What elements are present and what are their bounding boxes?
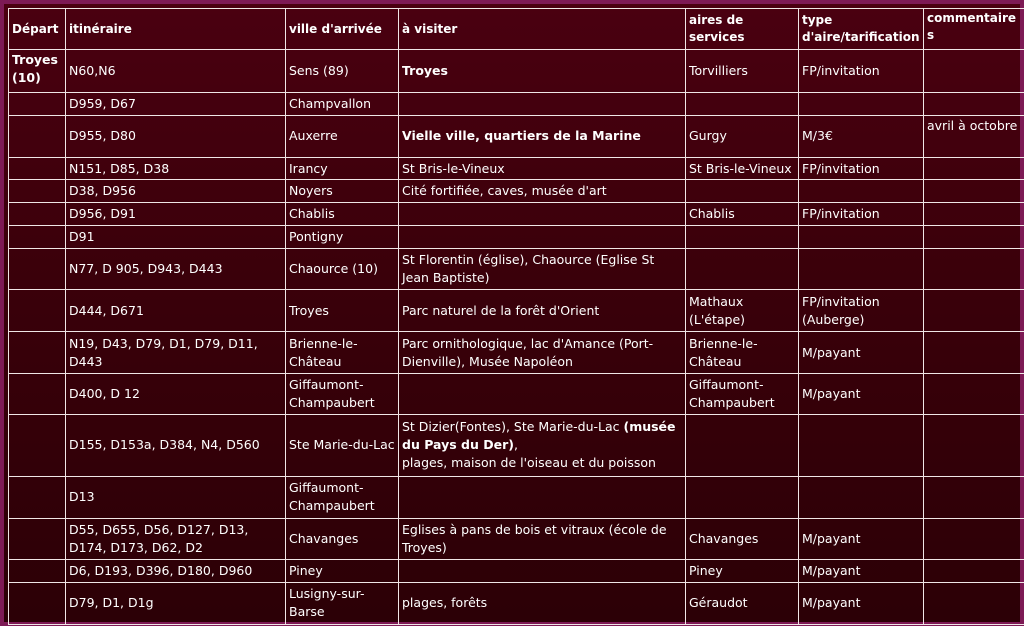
- cell-commentaires: [924, 157, 1024, 179]
- header-aires: aires de services: [686, 9, 799, 50]
- table-row: [9, 226, 1024, 248]
- itinerary-table: [8, 8, 1024, 625]
- cell-itineraire: D956, D91: [66, 203, 286, 226]
- cell-type: M/payant: [799, 560, 924, 582]
- cell-depart: [9, 290, 66, 332]
- table-row: [9, 115, 1024, 157]
- cell-depart: [9, 560, 66, 582]
- table-row: [9, 582, 1024, 624]
- cell-itineraire: D91: [66, 226, 286, 248]
- cell-depart: [9, 415, 66, 477]
- cell-type: M/payant: [799, 332, 924, 373]
- cell-aires: [686, 248, 799, 289]
- cell-visiter: [399, 203, 686, 226]
- cell-ville: Chablis: [286, 203, 399, 226]
- cell-depart: [9, 203, 66, 226]
- cell-commentaires: [924, 290, 1024, 332]
- cell-type: FP/invitation: [799, 203, 924, 226]
- cell-aires: [686, 476, 799, 518]
- header-row: [9, 9, 1024, 50]
- header-itineraire: itinéraire: [66, 9, 286, 50]
- cell-visiter: Parc naturel de la forêt d'Orient: [399, 290, 686, 332]
- header-commentaires: commentaires: [924, 9, 1024, 50]
- cell-itineraire: D155, D153a, D384, N4, D560: [66, 415, 286, 477]
- cell-depart: [9, 93, 66, 115]
- header-ville: ville d'arrivée: [286, 9, 399, 50]
- table-row: [9, 415, 1024, 477]
- table-row: [9, 476, 1024, 518]
- cell-itineraire: D55, D655, D56, D127, D13, D174, D173, D62, D2: [66, 519, 286, 560]
- cell-itineraire: D959, D67: [66, 93, 286, 115]
- cell-ville: Troyes: [286, 290, 399, 332]
- cell-type: [799, 248, 924, 289]
- cell-itineraire: D6, D193, D396, D180, D960: [66, 560, 286, 582]
- cell-commentaires: [924, 373, 1024, 414]
- cell-itineraire: D13: [66, 476, 286, 518]
- cell-commentaires: [924, 332, 1024, 373]
- cell-itineraire: N151, D85, D38: [66, 157, 286, 179]
- cell-ville: Chavanges: [286, 519, 399, 560]
- cell-commentaires: [924, 476, 1024, 518]
- cell-itineraire: N60,N6: [66, 50, 286, 93]
- cell-aires: Chablis: [686, 203, 799, 226]
- cell-depart: [9, 332, 66, 373]
- cell-visiter: [399, 415, 686, 477]
- table-row: [9, 180, 1024, 203]
- cell-depart: [9, 157, 66, 179]
- cell-aires: Torvilliers: [686, 50, 799, 93]
- cell-visiter: St Florentin (église), Chaource (Eglise St Jean Baptiste): [399, 248, 686, 289]
- cell-visiter: [399, 373, 686, 414]
- cell-ville: Ste Marie-du-Lac: [286, 415, 399, 477]
- table-row: [9, 519, 1024, 560]
- table-row: [9, 203, 1024, 226]
- visiter-bold-text: (musée du Pays du Der): [402, 419, 676, 453]
- cell-visiter: Eglises à pans de bois et vitraux (école de Troyes): [399, 519, 686, 560]
- cell-commentaires: [924, 180, 1024, 203]
- cell-type: [799, 93, 924, 115]
- cell-ville: Sens (89): [286, 50, 399, 93]
- cell-type: [799, 226, 924, 248]
- cell-type: [799, 415, 924, 477]
- visiter-comma: ,: [513, 437, 518, 453]
- cell-ville: Lusigny-sur-Barse: [286, 582, 399, 624]
- cell-visiter: Cité fortifiée, caves, musée d'art: [399, 180, 686, 203]
- cell-aires: [686, 93, 799, 115]
- cell-itineraire: N19, D43, D79, D1, D79, D11, D443: [66, 332, 286, 373]
- cell-type: M/3€: [799, 115, 924, 157]
- cell-commentaires: [924, 519, 1024, 560]
- cell-aires: Giffaumont-Champaubert: [686, 373, 799, 414]
- cell-depart: [9, 115, 66, 157]
- cell-itineraire: D955, D80: [66, 115, 286, 157]
- cell-ville: Champvallon: [286, 93, 399, 115]
- cell-aires: Mathaux (L'étape): [686, 290, 799, 332]
- cell-type: FP/invitation: [799, 50, 924, 93]
- cell-ville: Irancy: [286, 157, 399, 179]
- cell-ville: Piney: [286, 560, 399, 582]
- cell-itineraire: N77, D 905, D943, D443: [66, 248, 286, 289]
- visiter-text: St Dizier(Fontes), Ste Marie-du-Lac: [402, 419, 624, 435]
- cell-itineraire: D444, D671: [66, 290, 286, 332]
- cell-itineraire: D38, D956: [66, 180, 286, 203]
- cell-ville: Brienne-le-Château: [286, 332, 399, 373]
- cell-visiter: St Bris-le-Vineux: [399, 157, 686, 179]
- cell-visiter: [399, 476, 686, 518]
- cell-aires: Brienne-le-Château: [686, 332, 799, 373]
- cell-commentaires: [924, 93, 1024, 115]
- cell-aires: Chavanges: [686, 519, 799, 560]
- cell-type: FP/invitation (Auberge): [799, 290, 924, 332]
- header-type: type d'aire/tarification: [799, 9, 924, 50]
- table-row: [9, 290, 1024, 332]
- cell-depart: [9, 476, 66, 518]
- cell-depart: [9, 373, 66, 414]
- cell-commentaires: [924, 226, 1024, 248]
- table-row: [9, 560, 1024, 582]
- cell-visiter: Parc ornithologique, lac d'Amance (Port-Dienville), Musée Napoléon: [399, 332, 686, 373]
- cell-visiter: [399, 226, 686, 248]
- cell-ville: Giffaumont-Champaubert: [286, 373, 399, 414]
- table-row: [9, 332, 1024, 373]
- cell-commentaires: [924, 560, 1024, 582]
- cell-aires: Gurgy: [686, 115, 799, 157]
- cell-ville: Giffaumont-Champaubert: [286, 476, 399, 518]
- cell-itineraire: D79, D1, D1g: [66, 582, 286, 624]
- cell-depart: [9, 519, 66, 560]
- cell-aires: [686, 415, 799, 477]
- cell-type: M/payant: [799, 519, 924, 560]
- cell-aires: [686, 226, 799, 248]
- cell-type: [799, 476, 924, 518]
- cell-aires: Géraudot: [686, 582, 799, 624]
- table-row: [9, 93, 1024, 115]
- header-depart: Départ: [9, 9, 66, 50]
- cell-depart: [9, 180, 66, 203]
- table-row: [9, 373, 1024, 414]
- cell-depart: [9, 582, 66, 624]
- cell-commentaires: [924, 415, 1024, 477]
- cell-commentaires: [924, 582, 1024, 624]
- cell-visiter: plages, forêts: [399, 582, 686, 624]
- cell-depart: Troyes (10): [9, 50, 66, 93]
- cell-aires: Piney: [686, 560, 799, 582]
- cell-commentaires: [924, 203, 1024, 226]
- cell-ville: Chaource (10): [286, 248, 399, 289]
- header-visiter: à visiter: [399, 9, 686, 50]
- cell-aires: [686, 180, 799, 203]
- cell-type: FP/invitation: [799, 157, 924, 179]
- cell-aires: St Bris-le-Vineux: [686, 157, 799, 179]
- cell-visiter: [399, 560, 686, 582]
- cell-ville: Auxerre: [286, 115, 399, 157]
- cell-visiter: Vielle ville, quartiers de la Marine: [399, 115, 686, 157]
- table-row: [9, 50, 1024, 93]
- cell-depart: [9, 248, 66, 289]
- table-row: [9, 157, 1024, 179]
- cell-commentaires: avril à octobre: [924, 115, 1024, 157]
- cell-depart: [9, 226, 66, 248]
- cell-type: M/payant: [799, 582, 924, 624]
- cell-type: M/payant: [799, 373, 924, 414]
- cell-visiter: Troyes: [399, 50, 686, 93]
- cell-ville: Noyers: [286, 180, 399, 203]
- cell-type: [799, 180, 924, 203]
- cell-commentaires: [924, 50, 1024, 93]
- cell-ville: Pontigny: [286, 226, 399, 248]
- cell-commentaires: [924, 248, 1024, 289]
- visiter-text-line2: plages, maison de l'oiseau et du poisson: [402, 455, 656, 471]
- cell-visiter: [399, 93, 686, 115]
- table-row: [9, 248, 1024, 289]
- cell-itineraire: D400, D 12: [66, 373, 286, 414]
